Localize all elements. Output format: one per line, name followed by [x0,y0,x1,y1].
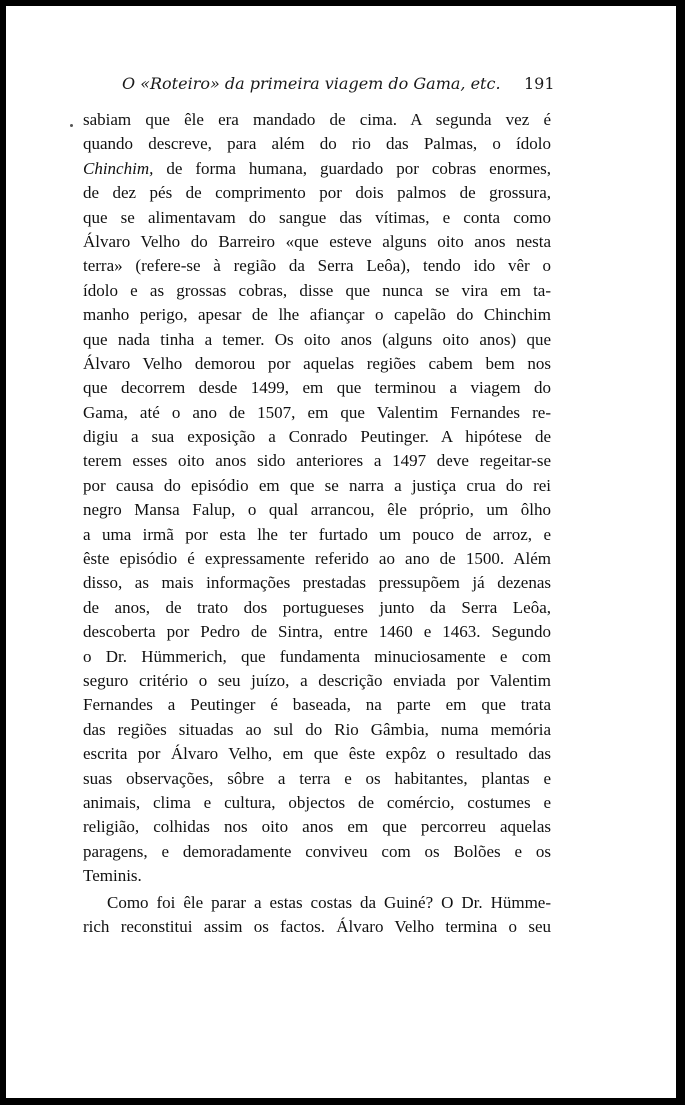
italic-word: Chinchim, [83,158,154,178]
text-line: Como foi êle parar a estas costas da Guiné? O Dr. Hümme- [107,892,551,912]
body-text [83,108,551,939]
text-line: a uma irmã por esta lhe ter furtado um pouco de arroz, e [83,524,551,544]
text-line: Gama, até o ano de 1507, em que Valentim Fernandes re- [83,402,551,422]
paragraph-2 [83,891,551,940]
book-page [6,6,676,1098]
margin-dot-mark [70,124,73,127]
text-line: Teminis. [83,866,142,886]
text-line: quando descreve, para além do rio das Palmas, o ídolo [83,134,551,154]
text-line: Álvaro Velho do Barreiro «que esteve alguns oito anos nesta [83,231,551,251]
text-line: rich reconstitui assim os factos. Álvaro Velho termina o seu [83,916,551,936]
text-line: de dez pés de comprimento por dois palmos de grossura, [83,183,551,203]
text-line: manho perigo, apesar de lhe afiançar o capelão do Chinchim [83,305,551,325]
text-line: religião, colhidas nos oito anos em que percorreu aquelas [83,817,551,837]
text-line: que nada tinha a temer. Os oito anos (alguns oito anos) que [83,329,551,349]
text-line: das regiões situadas ao sul do Rio Gâmbia, numa memória [83,719,551,739]
text-line: ídolo e as grossas cobras, disse que nunca se vira em ta- [83,280,551,300]
text-line: que decorrem desde 1499, em que terminou a viagem do [83,378,551,398]
text-line: Álvaro Velho demorou por aquelas regiões cabem bem nos [83,353,551,373]
text-line: escrita por Álvaro Velho, em que êste expôz o resultado das [83,744,551,764]
text-line: suas observações, sôbre a terra e os habitantes, plantas e [83,768,551,788]
text-line [83,157,551,181]
text-line: descoberta por Pedro de Sintra, entre 1460 e 1463. Segundo [83,622,551,642]
text-line: digiu a sua exposição a Conrado Peutinger. A hipótese de [83,427,551,447]
running-title: O «Roteiro» da primeira viagem do Gama, etc. [122,74,501,93]
text-line: disso, as mais informações prestadas pressupõem já dezenas [83,573,551,593]
page-number: 191 [524,74,555,93]
text-line: o Dr. Hümmerich, que fundamenta minuciosamente e com [83,646,551,666]
text-line: de anos, de trato dos portugueses junto da Serra Leôa, [83,597,551,617]
text-line: êste episódio é expressamente referido ao ano de 1500. Além [83,549,551,569]
paragraph-1 [83,108,551,889]
text-line: que se alimentavam do sangue das vítimas, e conta como [83,207,551,227]
text-line: paragens, e demoradamente conviveu com os Bolões e os [83,841,551,861]
text-line: Fernandes a Peutinger é baseada, na parte em que trata [83,695,551,715]
text-line: seguro critério o seu juízo, a descrição enviada por Valentim [83,670,551,690]
text-line: por causa do episódio em que se narra a justiça crua do rei [83,475,551,495]
text-line: sabiam que êle era mandado de cima. A segunda vez é [83,110,551,129]
text-line: terra» (refere-se à região da Serra Leôa), tendo ido vêr o [83,256,551,276]
text-line: terem esses oito anos sido anteriores a 1497 deve regeitar-se [83,451,551,471]
text-line: animais, clima e cultura, objectos de comércio, costumes e [83,792,551,812]
text-line: negro Mansa Falup, o qual arrancou, êle próprio, um ôlho [83,500,551,520]
running-head [6,72,676,96]
text-line-rest: de forma humana, guardado por cobras enormes, [166,158,552,178]
